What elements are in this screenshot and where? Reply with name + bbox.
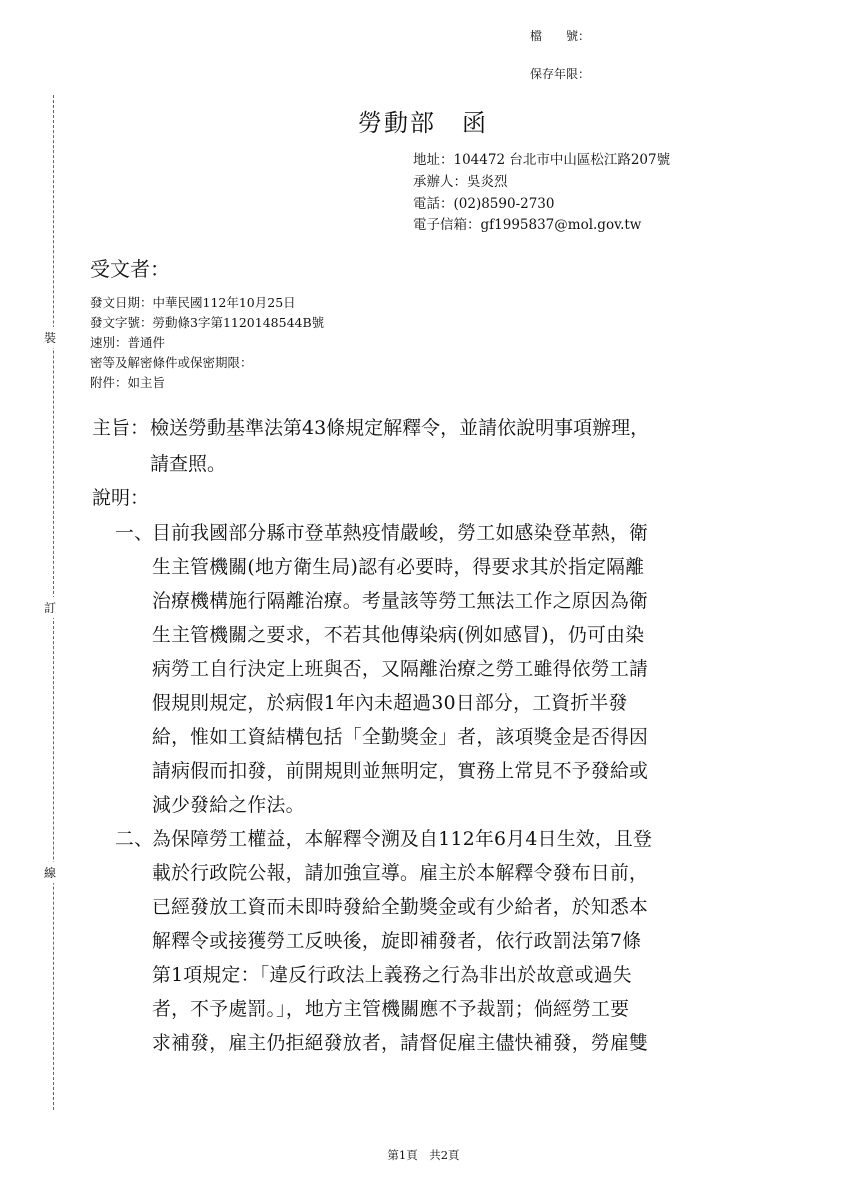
paragraph-line: 者，不予處罰。」，地方主管機關應不予裁罰；倘經勞工要 <box>152 999 630 1020</box>
paragraph-line: 載於行政院公報，請加強宣導。雇主於本解釋令發布日前， <box>152 863 649 884</box>
subject-label: 主旨： <box>92 417 150 439</box>
document-number: 發文字號：勞動條3字第1120148544B號 <box>90 315 325 330</box>
binding-mark-zhuang: 裝 <box>44 327 56 348</box>
file-number-label: 檔 號： <box>530 29 591 43</box>
retention-period-label: 保存年限： <box>530 67 591 81</box>
paragraph-line: 求補發，雇主仍拒絕發放者，請督促雇主儘快補發，勞雇雙 <box>152 1033 649 1054</box>
paragraph-line: 給，惟如工資結構包括「全勤獎金」者，該項獎金是否得因 <box>152 727 649 748</box>
paragraph-line: 生主管機關(地方衛生局)認有必要時，得要求其於指定隔離 <box>152 557 645 578</box>
contact-address: 地址：104472 台北市中山區松江路207號 <box>413 152 671 168</box>
page-number: 第1頁 共2頁 <box>387 1148 460 1162</box>
paragraph-line: 減少發給之作法。 <box>152 795 305 816</box>
subject-line: 請查照。 <box>150 453 227 475</box>
paragraph-line: 病勞工自行決定上班與否，又隔離治療之勞工雖得依勞工請 <box>152 659 649 680</box>
item-marker: 一、 <box>115 523 154 544</box>
paragraph-line: 請病假而扣發，前開規則並無明定，實務上常見不予發給或 <box>152 761 649 782</box>
paragraph-line: 已經發放工資而未即時發給全勤獎金或有少給者，於知悉本 <box>152 897 649 918</box>
binding-mark-xian: 線 <box>44 862 56 883</box>
contact-email: 電子信箱：gf1995837@mol.gov.tw <box>413 217 642 233</box>
binding-mark-ding: 訂 <box>44 597 56 618</box>
paragraph-line: 為保障勞工權益，本解釋令溯及自112年6月4日生效，且登 <box>152 829 653 850</box>
paragraph-line: 目前我國部分縣市登革熱疫情嚴峻，勞工如感染登革熱，衛 <box>152 523 649 544</box>
secrecy-level: 密等及解密條件或保密期限： <box>90 355 253 370</box>
paragraph-line: 第1項規定：「違反行政法上義務之行為非出於故意或過失 <box>152 965 632 986</box>
paragraph-line: 生主管機關之要求，不若其他傳染病(例如感冒)，仍可由染 <box>152 625 645 646</box>
paragraph-line: 治療機構施行隔離治療。考量該等勞工無法工作之原因為衛 <box>152 591 649 612</box>
contact-phone: 電話：(02)8590-2730 <box>413 196 555 212</box>
explanation-label: 說明： <box>92 487 150 509</box>
recipient-label: 受文者： <box>90 257 170 281</box>
delivery-speed: 速別：普通件 <box>90 335 166 350</box>
paragraph-line: 解釋令或接獲勞工反映後，旋即補發者，依行政罰法第7條 <box>152 931 642 952</box>
document-title: 勞動部 函 <box>358 109 488 137</box>
contact-handler: 承辦人：吳炎烈 <box>413 174 508 190</box>
item-marker: 二、 <box>115 829 154 850</box>
issue-date: 發文日期：中華民國112年10月25日 <box>90 295 296 310</box>
subject-line: 檢送勞動基準法第43條規定解釋令，並請依說明事項辦理， <box>150 417 650 439</box>
paragraph-line: 假規則規定，於病假1年內未超過30日部分，工資折半發 <box>152 693 628 714</box>
attachment-note: 附件：如主旨 <box>90 375 166 390</box>
